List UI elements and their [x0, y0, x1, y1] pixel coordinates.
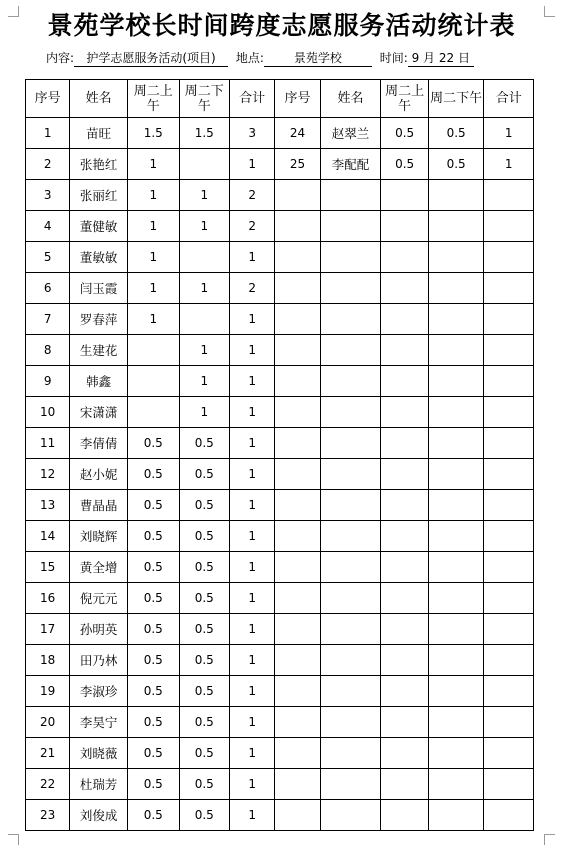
header-tue-afternoon: 周二下午	[179, 80, 229, 118]
name-cell: 李淑珍	[70, 676, 128, 707]
tue-morning-cell	[128, 335, 180, 366]
tue-afternoon-cell: 0.5	[179, 738, 229, 769]
name-cell	[320, 459, 381, 490]
table-row	[26, 552, 534, 583]
location-label: 地点:	[235, 51, 264, 65]
index-cell	[275, 211, 320, 242]
name-cell: 黄全增	[70, 552, 128, 583]
index-cell	[275, 769, 320, 800]
tue-afternoon-cell	[428, 769, 484, 800]
tue-morning-cell: 1	[128, 211, 180, 242]
tue-morning-cell	[381, 366, 428, 397]
total-cell: 1	[230, 800, 275, 831]
table-row	[26, 490, 534, 521]
total-cell: 2	[230, 211, 275, 242]
name-cell	[320, 273, 381, 304]
name-cell: 刘俊成	[70, 800, 128, 831]
total-cell	[484, 738, 534, 769]
tue-morning-cell: 0.5	[128, 676, 180, 707]
tue-morning-cell	[381, 676, 428, 707]
tue-morning-cell: 1.5	[128, 118, 180, 149]
tue-afternoon-cell	[428, 614, 484, 645]
tue-morning-cell: 0.5	[128, 428, 180, 459]
table-row	[26, 242, 534, 273]
tue-morning-cell: 0.5	[128, 521, 180, 552]
index-cell	[275, 242, 320, 273]
name-cell	[320, 769, 381, 800]
index-cell: 4	[26, 211, 70, 242]
name-cell	[320, 552, 381, 583]
tue-morning-cell: 0.5	[128, 769, 180, 800]
tue-afternoon-cell	[428, 211, 484, 242]
index-cell: 8	[26, 335, 70, 366]
table-row	[26, 738, 534, 769]
name-cell	[320, 614, 381, 645]
index-cell: 16	[26, 583, 70, 614]
total-cell	[484, 428, 534, 459]
total-cell	[484, 583, 534, 614]
index-cell	[275, 397, 320, 428]
index-cell: 23	[26, 800, 70, 831]
index-cell	[275, 583, 320, 614]
tue-morning-cell	[381, 304, 428, 335]
name-cell: 韩鑫	[70, 366, 128, 397]
name-cell	[320, 397, 381, 428]
tue-afternoon-cell: 0.5	[179, 459, 229, 490]
tue-afternoon-cell: 1	[179, 273, 229, 304]
tue-morning-cell	[381, 242, 428, 273]
name-cell: 李昊宁	[70, 707, 128, 738]
index-cell	[275, 614, 320, 645]
index-cell	[275, 645, 320, 676]
total-cell: 1	[230, 676, 275, 707]
name-cell: 曹晶晶	[70, 490, 128, 521]
tue-morning-cell	[381, 211, 428, 242]
tue-afternoon-cell: 1	[179, 335, 229, 366]
tue-afternoon-cell	[428, 676, 484, 707]
index-cell: 19	[26, 676, 70, 707]
tue-afternoon-cell: 0.5	[179, 769, 229, 800]
name-cell	[320, 521, 381, 552]
tue-morning-cell	[128, 397, 180, 428]
index-cell	[275, 552, 320, 583]
table-row	[26, 180, 534, 211]
name-cell	[320, 583, 381, 614]
total-cell	[484, 366, 534, 397]
time-label: 时间:	[379, 51, 408, 65]
total-cell: 1	[230, 552, 275, 583]
tue-afternoon-cell	[428, 645, 484, 676]
tue-afternoon-cell	[428, 459, 484, 490]
index-cell: 24	[275, 118, 320, 149]
tue-morning-cell: 0.5	[128, 552, 180, 583]
tue-morning-cell	[381, 490, 428, 521]
tue-morning-cell: 0.5	[128, 645, 180, 676]
tue-morning-cell	[381, 397, 428, 428]
tue-afternoon-cell	[428, 180, 484, 211]
name-cell: 董敏敏	[70, 242, 128, 273]
index-cell	[275, 676, 320, 707]
total-cell	[484, 335, 534, 366]
total-cell: 1	[230, 242, 275, 273]
table-row	[26, 397, 534, 428]
index-cell: 11	[26, 428, 70, 459]
name-cell: 宋潇潇	[70, 397, 128, 428]
tue-afternoon-cell	[428, 738, 484, 769]
tue-morning-cell	[381, 428, 428, 459]
tue-afternoon-cell: 0.5	[179, 676, 229, 707]
header-name: 姓名	[320, 80, 381, 118]
tue-afternoon-cell: 1	[179, 366, 229, 397]
total-cell	[484, 242, 534, 273]
name-cell	[320, 180, 381, 211]
header-row	[26, 80, 534, 118]
index-cell: 3	[26, 180, 70, 211]
tue-afternoon-cell: 1	[179, 211, 229, 242]
tue-afternoon-cell: 0.5	[428, 118, 484, 149]
tue-afternoon-cell: 0.5	[179, 583, 229, 614]
tue-afternoon-cell	[428, 800, 484, 831]
tue-morning-cell	[381, 769, 428, 800]
content-value: 护学志愿服务活动(项目)	[74, 49, 228, 67]
header-name: 姓名	[70, 80, 128, 118]
tue-morning-cell: 1	[128, 149, 180, 180]
total-cell	[484, 645, 534, 676]
table-row	[26, 459, 534, 490]
table-row	[26, 676, 534, 707]
index-cell	[275, 304, 320, 335]
name-cell	[320, 490, 381, 521]
index-cell: 12	[26, 459, 70, 490]
page-corner-mark	[544, 834, 555, 845]
statistics-table	[25, 79, 534, 831]
total-cell: 3	[230, 118, 275, 149]
name-cell	[320, 304, 381, 335]
tue-afternoon-cell	[179, 242, 229, 273]
total-cell	[484, 769, 534, 800]
table-row	[26, 583, 534, 614]
name-cell: 张艳红	[70, 149, 128, 180]
tue-morning-cell	[381, 180, 428, 211]
tue-afternoon-cell	[428, 366, 484, 397]
content-label: 内容:	[46, 51, 75, 65]
name-cell	[320, 366, 381, 397]
tue-morning-cell	[381, 335, 428, 366]
tue-morning-cell	[381, 800, 428, 831]
total-cell	[484, 707, 534, 738]
index-cell	[275, 366, 320, 397]
name-cell: 刘晓辉	[70, 521, 128, 552]
tue-morning-cell	[381, 614, 428, 645]
table-row	[26, 211, 534, 242]
tue-afternoon-cell	[428, 552, 484, 583]
name-cell: 赵小妮	[70, 459, 128, 490]
tue-afternoon-cell: 1	[179, 180, 229, 211]
index-cell: 25	[275, 149, 320, 180]
tue-afternoon-cell: 1.5	[179, 118, 229, 149]
table-row	[26, 149, 534, 180]
page-corner-mark	[8, 834, 19, 845]
name-cell: 刘晓薇	[70, 738, 128, 769]
tue-afternoon-cell: 0.5	[179, 490, 229, 521]
tue-morning-cell: 0.5	[128, 800, 180, 831]
total-cell: 1	[230, 459, 275, 490]
header-index: 序号	[275, 80, 320, 118]
name-cell	[320, 738, 381, 769]
tue-afternoon-cell: 0.5	[179, 428, 229, 459]
total-cell: 1	[230, 149, 275, 180]
tue-morning-cell: 0.5	[128, 490, 180, 521]
tue-afternoon-cell	[428, 583, 484, 614]
index-cell	[275, 180, 320, 211]
index-cell	[275, 738, 320, 769]
tue-morning-cell: 1	[128, 304, 180, 335]
total-cell: 1	[230, 397, 275, 428]
total-cell: 1	[484, 118, 534, 149]
header-index: 序号	[26, 80, 70, 118]
tue-afternoon-cell: 0.5	[179, 521, 229, 552]
index-cell: 18	[26, 645, 70, 676]
tue-morning-cell: 1	[128, 242, 180, 273]
tue-morning-cell	[381, 738, 428, 769]
index-cell: 7	[26, 304, 70, 335]
tue-afternoon-cell: 0.5	[179, 707, 229, 738]
index-cell: 22	[26, 769, 70, 800]
total-cell	[484, 273, 534, 304]
index-cell: 14	[26, 521, 70, 552]
tue-morning-cell: 0.5	[128, 614, 180, 645]
tue-afternoon-cell: 0.5	[179, 645, 229, 676]
total-cell: 1	[230, 707, 275, 738]
tue-morning-cell	[381, 552, 428, 583]
table-row	[26, 645, 534, 676]
tue-afternoon-cell	[428, 397, 484, 428]
table-row	[26, 273, 534, 304]
table-row	[26, 335, 534, 366]
header-total: 合计	[484, 80, 534, 118]
index-cell: 1	[26, 118, 70, 149]
index-cell: 10	[26, 397, 70, 428]
page-title: 景苑学校长时间跨度志愿服务活动统计表	[47, 11, 516, 40]
tue-afternoon-cell	[428, 490, 484, 521]
total-cell	[484, 304, 534, 335]
total-cell: 1	[230, 645, 275, 676]
name-cell	[320, 242, 381, 273]
name-cell	[320, 211, 381, 242]
total-cell: 1	[230, 769, 275, 800]
tue-afternoon-cell	[179, 149, 229, 180]
tue-afternoon-cell	[428, 273, 484, 304]
tue-morning-cell: 0.5	[128, 583, 180, 614]
tue-afternoon-cell: 0.5	[179, 614, 229, 645]
tue-morning-cell	[381, 273, 428, 304]
index-cell: 9	[26, 366, 70, 397]
total-cell: 1	[230, 366, 275, 397]
tue-morning-cell: 0.5	[128, 738, 180, 769]
name-cell: 苗旺	[70, 118, 128, 149]
total-cell	[484, 180, 534, 211]
tue-afternoon-cell	[428, 304, 484, 335]
index-cell	[275, 800, 320, 831]
name-cell: 李倩倩	[70, 428, 128, 459]
total-cell: 1	[230, 490, 275, 521]
total-cell	[484, 800, 534, 831]
tue-morning-cell: 1	[128, 180, 180, 211]
table-row	[26, 304, 534, 335]
name-cell: 李配配	[320, 149, 381, 180]
total-cell: 1	[230, 521, 275, 552]
total-cell	[484, 552, 534, 583]
index-cell: 15	[26, 552, 70, 583]
tue-afternoon-cell: 0.5	[179, 800, 229, 831]
tue-afternoon-cell: 1	[179, 397, 229, 428]
tue-morning-cell: 0.5	[128, 707, 180, 738]
tue-morning-cell	[381, 459, 428, 490]
location-value: 景苑学校	[264, 49, 372, 67]
index-cell: 2	[26, 149, 70, 180]
total-cell: 1	[230, 428, 275, 459]
total-cell: 1	[230, 304, 275, 335]
name-cell: 张丽红	[70, 180, 128, 211]
index-cell	[275, 521, 320, 552]
total-cell: 2	[230, 273, 275, 304]
tue-morning-cell	[128, 366, 180, 397]
header-total: 合计	[230, 80, 275, 118]
total-cell: 1	[230, 335, 275, 366]
name-cell	[320, 800, 381, 831]
tue-morning-cell: 1	[128, 273, 180, 304]
total-cell	[484, 459, 534, 490]
index-cell	[275, 273, 320, 304]
name-cell: 生建花	[70, 335, 128, 366]
table-row	[26, 118, 534, 149]
table-row	[26, 707, 534, 738]
index-cell	[275, 428, 320, 459]
tue-afternoon-cell	[428, 335, 484, 366]
name-cell: 赵翠兰	[320, 118, 381, 149]
tue-afternoon-cell	[179, 304, 229, 335]
total-cell: 1	[230, 614, 275, 645]
name-cell	[320, 676, 381, 707]
total-cell	[484, 397, 534, 428]
index-cell: 17	[26, 614, 70, 645]
table-row	[26, 366, 534, 397]
total-cell	[484, 211, 534, 242]
total-cell: 1	[230, 738, 275, 769]
index-cell: 21	[26, 738, 70, 769]
name-cell	[320, 335, 381, 366]
total-cell: 2	[230, 180, 275, 211]
name-cell: 闫玉霞	[70, 273, 128, 304]
name-cell: 董健敏	[70, 211, 128, 242]
total-cell	[484, 676, 534, 707]
index-cell	[275, 707, 320, 738]
tue-afternoon-cell: 0.5	[179, 552, 229, 583]
index-cell	[275, 490, 320, 521]
table-row	[26, 800, 534, 831]
tue-afternoon-cell: 0.5	[428, 149, 484, 180]
table-row	[26, 428, 534, 459]
tue-afternoon-cell	[428, 242, 484, 273]
index-cell	[275, 459, 320, 490]
name-cell: 田乃林	[70, 645, 128, 676]
table-row	[26, 521, 534, 552]
index-cell: 13	[26, 490, 70, 521]
total-cell	[484, 490, 534, 521]
name-cell	[320, 645, 381, 676]
time-value: 9 月 22 日	[408, 49, 474, 67]
index-cell	[275, 335, 320, 366]
tue-morning-cell: 0.5	[381, 149, 428, 180]
index-cell: 5	[26, 242, 70, 273]
header-tue-morning: 周二上午	[128, 80, 180, 118]
total-cell: 1	[230, 583, 275, 614]
header-tue-morning: 周二上午	[381, 80, 428, 118]
tue-afternoon-cell	[428, 521, 484, 552]
header-tue-afternoon: 周二下午	[428, 80, 484, 118]
index-cell: 20	[26, 707, 70, 738]
tue-afternoon-cell	[428, 707, 484, 738]
table-row	[26, 614, 534, 645]
tue-morning-cell	[381, 521, 428, 552]
total-cell	[484, 614, 534, 645]
total-cell: 1	[484, 149, 534, 180]
index-cell: 6	[26, 273, 70, 304]
name-cell: 杜瑞芳	[70, 769, 128, 800]
tue-afternoon-cell	[428, 428, 484, 459]
tue-morning-cell	[381, 583, 428, 614]
tue-morning-cell: 0.5	[381, 118, 428, 149]
name-cell: 罗春萍	[70, 304, 128, 335]
name-cell: 孙明英	[70, 614, 128, 645]
tue-morning-cell	[381, 645, 428, 676]
name-cell	[320, 707, 381, 738]
name-cell: 倪元元	[70, 583, 128, 614]
tue-morning-cell: 0.5	[128, 459, 180, 490]
total-cell	[484, 521, 534, 552]
table-row	[26, 769, 534, 800]
info-line	[46, 49, 474, 67]
name-cell	[320, 428, 381, 459]
tue-morning-cell	[381, 707, 428, 738]
